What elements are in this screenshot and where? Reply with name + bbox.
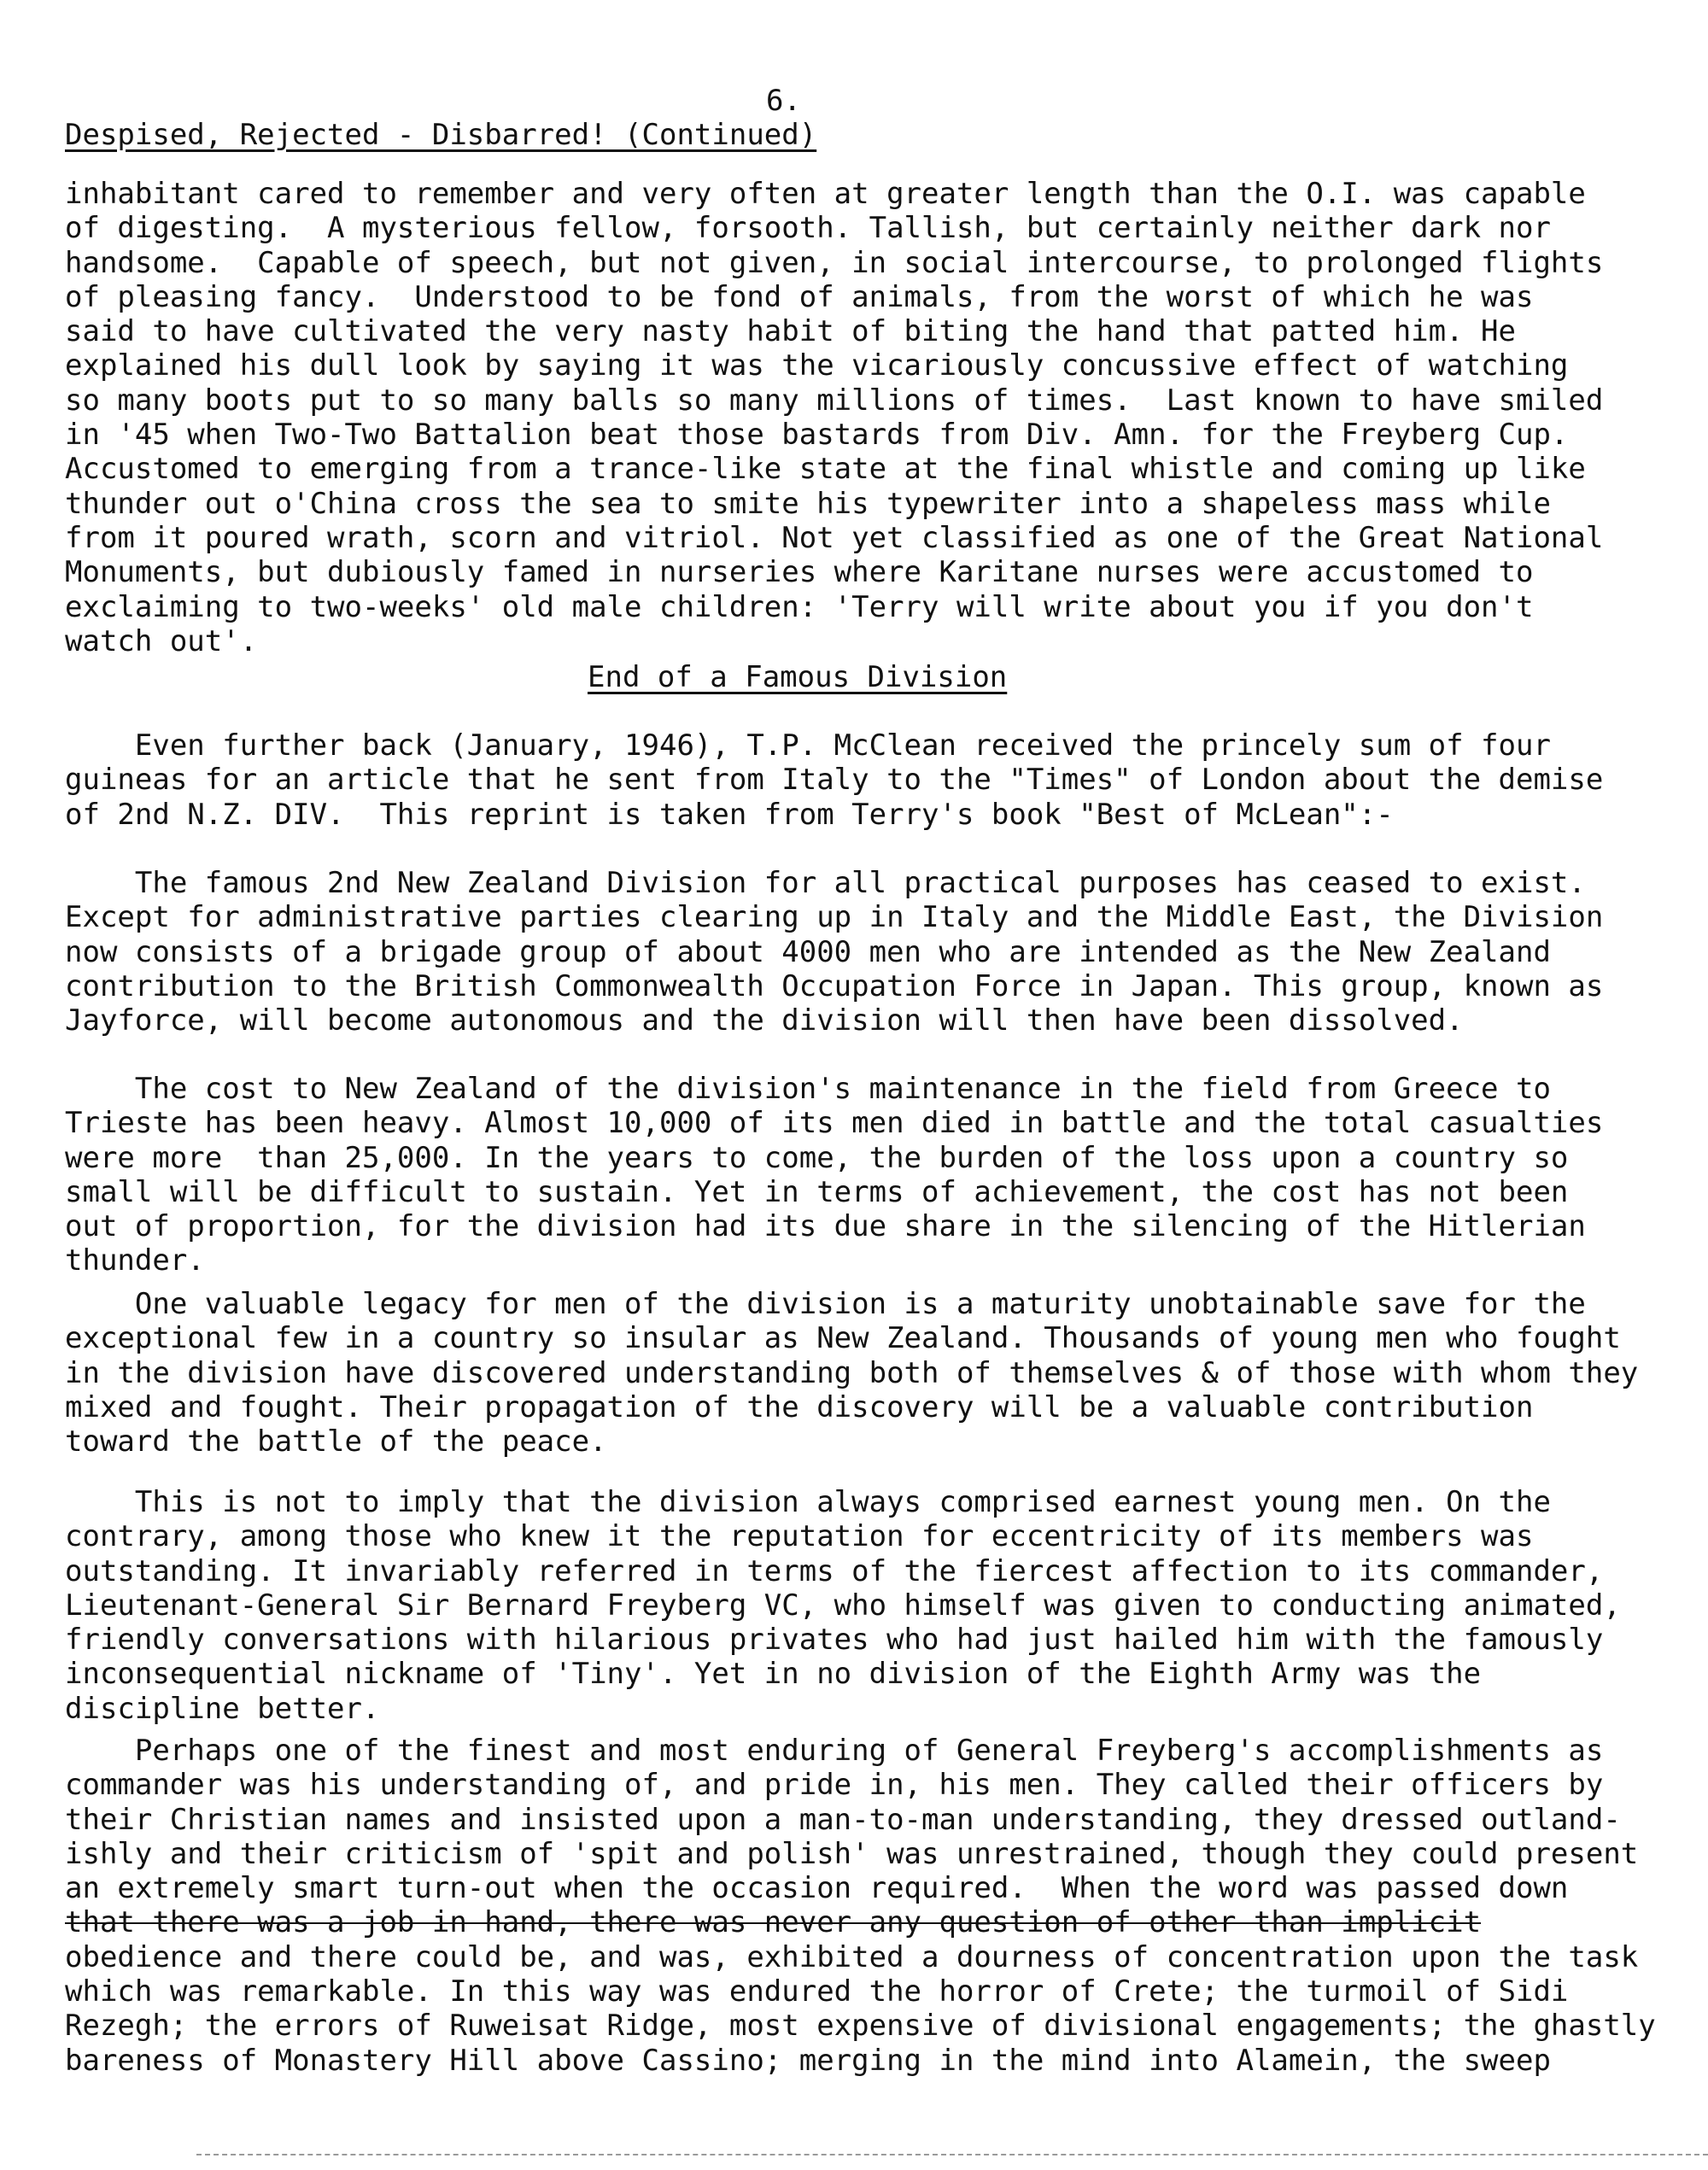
page-number: 6.: [766, 84, 801, 118]
text-line: Trieste has been heavy. Almost 10,000 of its men died in battle and the total casualties: [65, 1106, 1604, 1141]
text-line: discipline better.: [65, 1691, 380, 1726]
text-line: Accustomed to emerging from a trance-like state at the final whistle and coming up like: [65, 452, 1586, 487]
text-line: of digesting. A mysterious fellow, forsooth. Tallish, but certainly neither dark nor: [65, 211, 1551, 246]
text-line: obedience and there could be, and was, exhibited a dourness of concentration upon the task: [65, 1939, 1639, 1974]
section-heading: End of a Famous Division: [588, 660, 1008, 694]
text-line: so many boots put to so many balls so many millions of times. Last known to have smiled: [65, 383, 1604, 418]
text-line: outstanding. It invariably referred in terms of the fiercest affection to its commander,: [65, 1553, 1604, 1588]
text-line: inhabitant cared to remember and very often at greater length than the O.I. was capable: [65, 177, 1586, 211]
text-line: an extremely smart turn-out when the occasion required. When the word was passed down: [65, 1871, 1569, 1906]
body-paragraph: [65, 1734, 1656, 2078]
text-line: guineas for an article that he sent from Italy to the "Times" of London about the demise: [65, 763, 1604, 798]
text-line: said to have cultivated the very nasty habit of biting the hand that patted him. He: [65, 314, 1516, 349]
continuation-paragraph: [65, 177, 1653, 658]
intro-paragraph: [65, 728, 1653, 832]
text-line: Rezegh; the errors of Ruweisat Ridge, most expensive of divisional engagements; the ghastly: [65, 2009, 1656, 2044]
body-paragraph: [65, 1287, 1653, 1459]
text-line: Lieutenant-General Sir Bernard Freyberg VC, who himself was given to conducting animated,: [65, 1588, 1621, 1623]
text-line: in the division have discovered understanding both of themselves & of those with whom they: [65, 1355, 1639, 1390]
text-line: exclaiming to two-weeks' old male children: 'Terry will write about you if you don't: [65, 589, 1534, 624]
text-line: bareness of Monastery Hill above Cassino; merging in the mind into Alamein, the sweep: [65, 2043, 1551, 2078]
text-line: The cost to New Zealand of the division's maintenance in the field from Greece to: [65, 1072, 1551, 1106]
text-line: ishly and their criticism of 'spit and polish' was unrestrained, though they could present: [65, 1836, 1639, 1871]
running-head: Despised, Rejected - Disbarred! (Continued): [65, 118, 817, 152]
text-line: of pleasing fancy. Understood to be fond of animals, from the worst of which he was: [65, 279, 1534, 314]
text-line: thunder out o'China cross the sea to smite his typewriter into a shapeless mass while: [65, 486, 1551, 521]
text-line: Perhaps one of the finest and most enduring of General Freyberg's accomplishments as: [65, 1734, 1604, 1768]
bottom-rule: [196, 2154, 1708, 2155]
text-line: handsome. Capable of speech, but not given, in social intercourse, to prolonged flights: [65, 245, 1604, 280]
text-line: contrary, among those who knew it the reputation for eccentricity of its members was: [65, 1519, 1534, 1554]
text-line: watch out'.: [65, 623, 258, 658]
text-line: toward the battle of the peace.: [65, 1424, 607, 1459]
text-line: Jayforce, will become autonomous and the division will then have been dissolved.: [65, 1003, 1464, 1038]
text-line: which was remarkable. In this way was endured the horror of Crete; the turmoil of Sidi: [65, 1974, 1569, 2009]
text-line: commander was his understanding of, and pride in, his men. They called their officers by: [65, 1768, 1604, 1803]
text-line: friendly conversations with hilarious privates who had just hailed him with the famously: [65, 1623, 1604, 1658]
text-line: inconsequential nickname of 'Tiny'. Yet in no division of the Eighth Army was the: [65, 1657, 1482, 1692]
text-line: of 2nd N.Z. DIV. This reprint is taken from Terry's book "Best of McLean":-: [65, 797, 1394, 832]
body-paragraph: [65, 866, 1653, 1038]
text-line: The famous 2nd New Zealand Division for all practical purposes has ceased to exist.: [65, 866, 1586, 900]
text-line: explained his dull look by saying it was the vicariously concussive effect of watching: [65, 348, 1569, 383]
struck-through-line: that there was a job in hand, there was never any question of other than implicit: [65, 1905, 1482, 1940]
text-line: One valuable legacy for men of the division is a maturity unobtainable save for the: [65, 1287, 1586, 1321]
text-line: now consists of a brigade group of about 4000 men who are intended as the New Zealand: [65, 934, 1551, 969]
text-line: Monuments, but dubiously famed in nurseries where Karitane nurses were accustomed to: [65, 555, 1534, 590]
text-line: Except for administrative parties clearing up in Italy and the Middle East, the Division: [65, 900, 1604, 935]
body-paragraph: [65, 1072, 1653, 1278]
text-line: from it poured wrath, scorn and vitriol. Not yet classified as one of the Great National: [65, 520, 1604, 555]
text-line: This is not to imply that the division always comprised earnest young men. On the: [65, 1485, 1551, 1519]
text-line: out of proportion, for the division had its due share in the silencing of the Hitlerian: [65, 1209, 1586, 1244]
text-line: small will be difficult to sustain. Yet in terms of achievement, the cost has not been: [65, 1174, 1569, 1209]
text-line: were more than 25,000. In the years to come, the burden of the loss upon a country so: [65, 1140, 1569, 1175]
text-line: exceptional few in a country so insular as New Zealand. Thousands of young men who fought: [65, 1321, 1621, 1356]
text-line: in '45 when Two-Two Battalion beat those bastards from Div. Amn. for the Freyberg Cup.: [65, 418, 1569, 453]
text-line: thunder.: [65, 1243, 205, 1278]
text-line: mixed and fought. Their propagation of the discovery will be a valuable contribution: [65, 1389, 1534, 1424]
text-line: Even further back (January, 1946), T.P. McClean received the princely sum of four: [65, 728, 1551, 763]
text-line: contribution to the British Commonwealth Occupation Force in Japan. This group, known as: [65, 968, 1604, 1003]
text-line: their Christian names and insisted upon a man-to-man understanding, they dressed outland-: [65, 1802, 1621, 1837]
body-paragraph: [65, 1485, 1653, 1726]
